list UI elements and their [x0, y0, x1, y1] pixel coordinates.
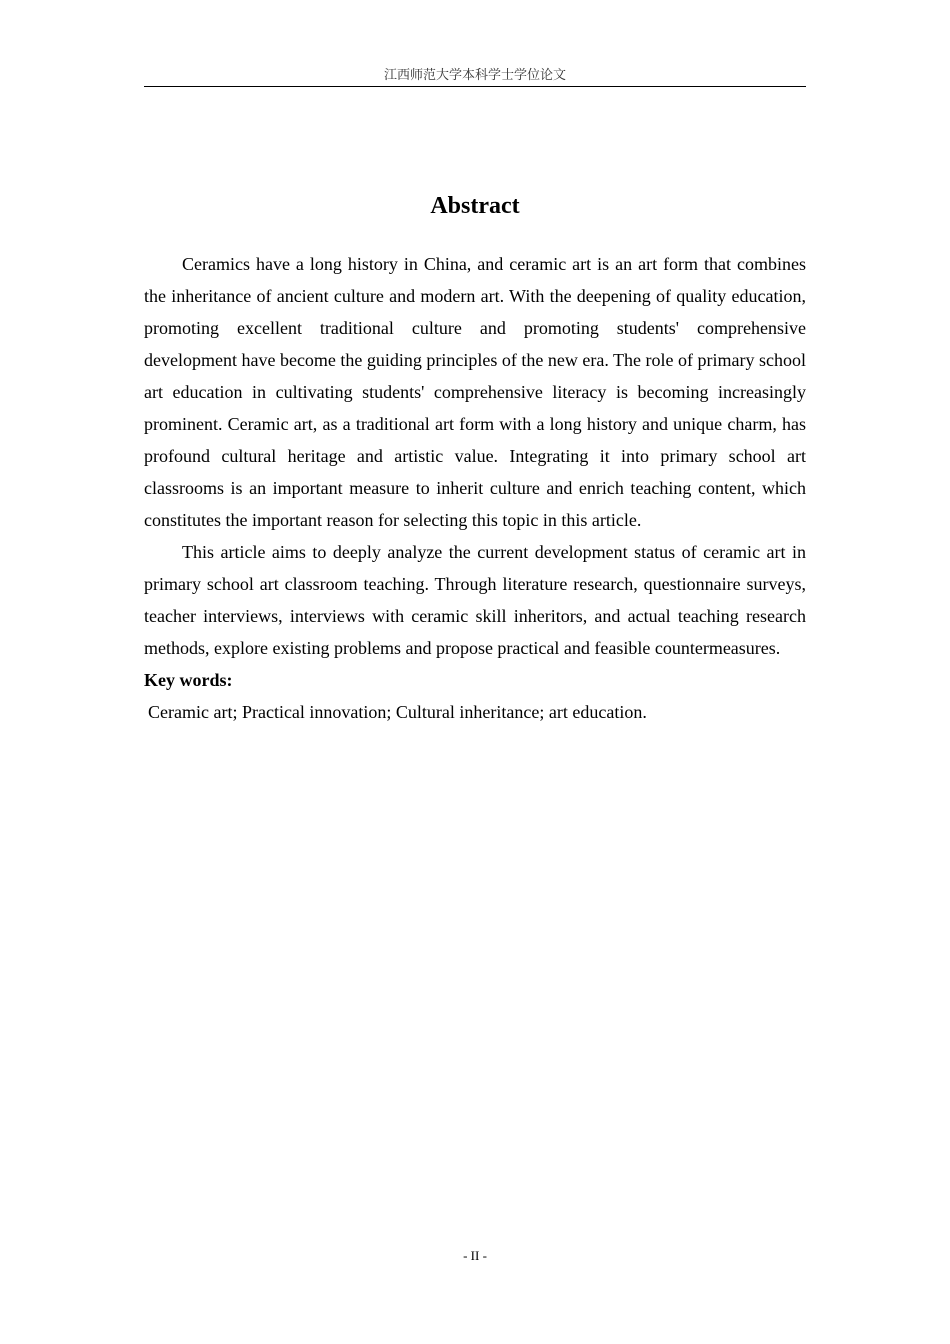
abstract-title: Abstract [430, 193, 520, 219]
abstract-body [144, 248, 806, 728]
keywords-list: Ceramic art; Practical innovation; Cultural inheritance; art education. [148, 702, 647, 722]
running-header: 江西师范大学本科学士学位论文 [383, 67, 566, 82]
header-rule [144, 86, 806, 87]
page-number: - II - [463, 1248, 487, 1263]
abstract-paragraph-2: This article aims to deeply analyze the current development status of ceramic art in primary school art classroom teaching. Through literature research, questionnaire surveys, teacher interviews, interviews with ceramic skill inheritors, and actual teaching research methods, explore existing problems and propose practical and feasible countermeasures. [144, 542, 806, 658]
keywords-label: Key words: [144, 670, 233, 690]
abstract-paragraph-1: Ceramics have a long history in China, and ceramic art is an art form that combines the inheritance of ancient culture and modern art. With the deepening of quality education, promoting excellent traditional culture and promoting students' comprehensive development have become the guiding principles of the new era. The role of primary school art education in cultivating students' comprehensive literacy is becoming increasingly prominent. Ceramic art, as a traditional art form with a long history and unique charm, has profound cultural heritage and artistic value. Integrating it into primary school art classrooms is an important measure to inherit culture and enrich teaching content, which constitutes the important reason for selecting this topic in this article. [144, 254, 806, 530]
